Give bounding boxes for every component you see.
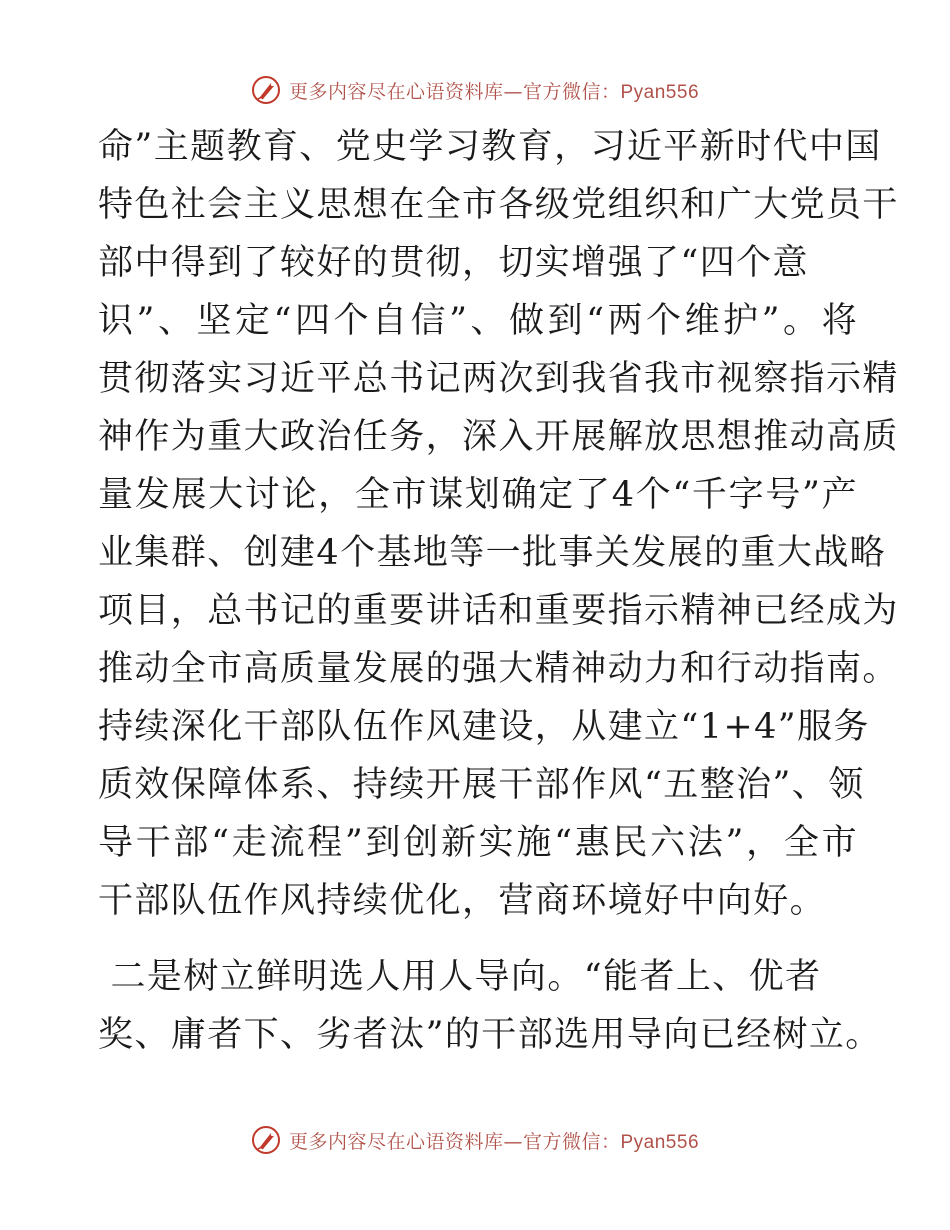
body-line: 命”主题教育、党史学习教育，习近平新时代中国	[98, 127, 882, 167]
body-line: 持续深化干部队伍作风建设，从建立“1+4”服务	[98, 707, 870, 747]
header-wechat-id: Pyan556	[620, 81, 700, 103]
header-banner	[0, 72, 950, 108]
body-line: 特色社会主义思想在全市各级党组织和广大党员干	[98, 185, 899, 225]
body-line: 贯彻落实习近平总书记两次到我省我市视察指示精	[98, 359, 899, 399]
body-line: 神作为重大政治任务，深入开展解放思想推动高质	[98, 417, 899, 457]
body-line: 导干部“走流程”到创新实施“惠民六法”，全市	[98, 823, 858, 863]
body-line: 项目，总书记的重要讲话和重要指示精神已经成为	[98, 591, 899, 631]
body-line: 识”、坚定“四个自信”、做到“两个维护”。将	[98, 301, 858, 341]
body-line: 业集群、创建4个基地等一批事关发展的重大战略	[98, 533, 887, 573]
body-line: 量发展大讨论，全市谋划确定了4个“千字号”产	[98, 475, 858, 515]
body-line: 推动全市高质量发展的强大精神动力和行动指南。	[98, 649, 899, 689]
pen-nib-icon	[251, 1125, 281, 1155]
document-body	[98, 118, 899, 1064]
paragraph-gap	[98, 930, 858, 948]
footer-banner-text: 更多内容尽在心语资料库—官方微信：Pyan556	[288, 1130, 700, 1153]
footer-wechat-id: Pyan556	[620, 1131, 700, 1153]
body-line: 质效保障体系、持续开展干部作风“五整治”、领	[98, 765, 865, 805]
body-line: 二是树立鲜明选人用人导向。“能者上、优者	[98, 957, 822, 997]
header-banner-text: 更多内容尽在心语资料库—官方微信：Pyan556	[288, 80, 700, 103]
pen-nib-icon	[251, 75, 281, 105]
body-line: 奖、庸者下、劣者汰”的干部选用导向已经树立。	[98, 1015, 882, 1055]
body-line: 干部队伍作风持续优化，营商环境好中向好。	[98, 881, 827, 921]
body-line: 部中得到了较好的贯彻，切实增强了“四个意	[98, 243, 809, 283]
footer-banner	[0, 1122, 950, 1158]
